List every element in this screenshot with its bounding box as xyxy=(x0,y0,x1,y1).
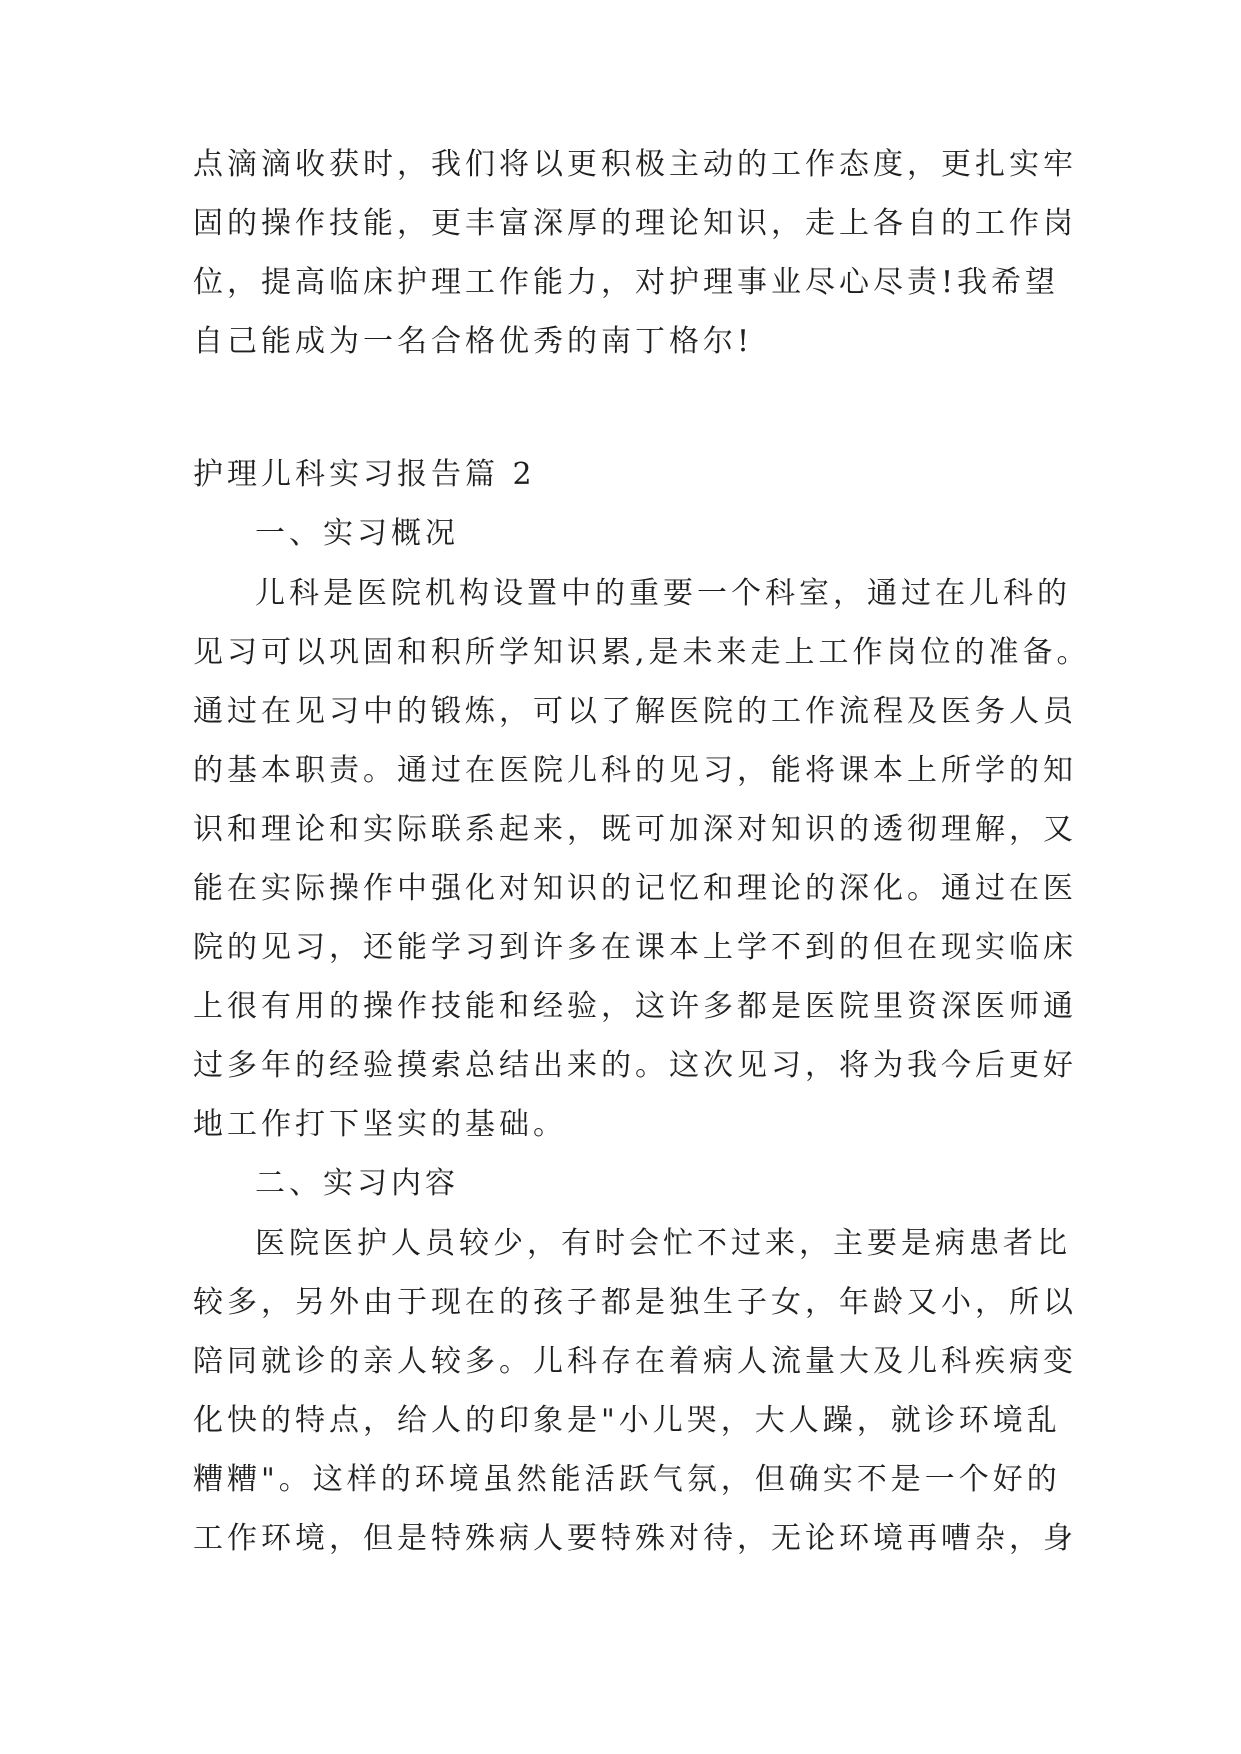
heading-1: 一、实习概况 xyxy=(255,516,459,551)
paragraph-2-line-10: 地工作打下坚实的基础。 xyxy=(193,1107,567,1142)
paragraph-2-line-2: 见习可以巩固和积所学知识累,是未来走上工作岗位的准备。 xyxy=(193,635,1091,670)
section-title: 护理儿科实习报告篇 2 xyxy=(193,457,536,492)
paragraph-2-line-9: 过多年的经验摸索总结出来的。这次见习，将为我今后更好 xyxy=(193,1048,1077,1083)
paragraph-3-line-2: 较多，另外由于现在的孩子都是独生子女，年龄又小，所以 xyxy=(193,1285,1077,1320)
paragraph-3-line-3: 陪同就诊的亲人较多。儿科存在着病人流量大及儿科疾病变 xyxy=(193,1344,1077,1379)
paragraph-1-line-3: 位，提高临床护理工作能力，对护理事业尽心尽责!我希望 xyxy=(193,265,1060,300)
paragraph-3-line-5: 糟糟"。这样的环境虽然能活跃气氛，但确实不是一个好的 xyxy=(193,1462,1061,1497)
paragraph-1-line-2: 固的操作技能，更丰富深厚的理论知识，走上各自的工作岗 xyxy=(193,206,1077,241)
paragraph-2-line-6: 能在实际操作中强化对知识的记忆和理论的深化。通过在医 xyxy=(193,871,1077,906)
paragraph-2-line-4: 的基本职责。通过在医院儿科的见习，能将课本上所学的知 xyxy=(193,753,1077,788)
paragraph-2-line-1: 儿科是医院机构设置中的重要一个科室，通过在儿科的 xyxy=(255,576,1071,611)
paragraph-3-line-6: 工作环境，但是特殊病人要特殊对待，无论环境再嘈杂，身 xyxy=(193,1521,1077,1556)
paragraph-1-line-1: 点滴滴收获时，我们将以更积极主动的工作态度，更扎实牢 xyxy=(193,147,1077,182)
paragraph-3-line-4: 化快的特点，给人的印象是"小儿哭，大人躁，就诊环境乱 xyxy=(193,1403,1061,1438)
paragraph-2-line-7: 院的见习，还能学习到许多在课本上学不到的但在现实临床 xyxy=(193,930,1077,965)
heading-2: 二、实习内容 xyxy=(255,1166,459,1201)
paragraph-2-line-5: 识和理论和实际联系起来，既可加深对知识的透彻理解，又 xyxy=(193,812,1077,847)
paragraph-2-line-8: 上很有用的操作技能和经验，这许多都是医院里资深医师通 xyxy=(193,989,1077,1024)
paragraph-3-line-1: 医院医护人员较少，有时会忙不过来，主要是病患者比 xyxy=(255,1226,1071,1261)
paragraph-2-line-3: 通过在见习中的锻炼，可以了解医院的工作流程及医务人员 xyxy=(193,694,1077,729)
paragraph-1-line-4: 自己能成为一名合格优秀的南丁格尔! xyxy=(193,324,754,359)
